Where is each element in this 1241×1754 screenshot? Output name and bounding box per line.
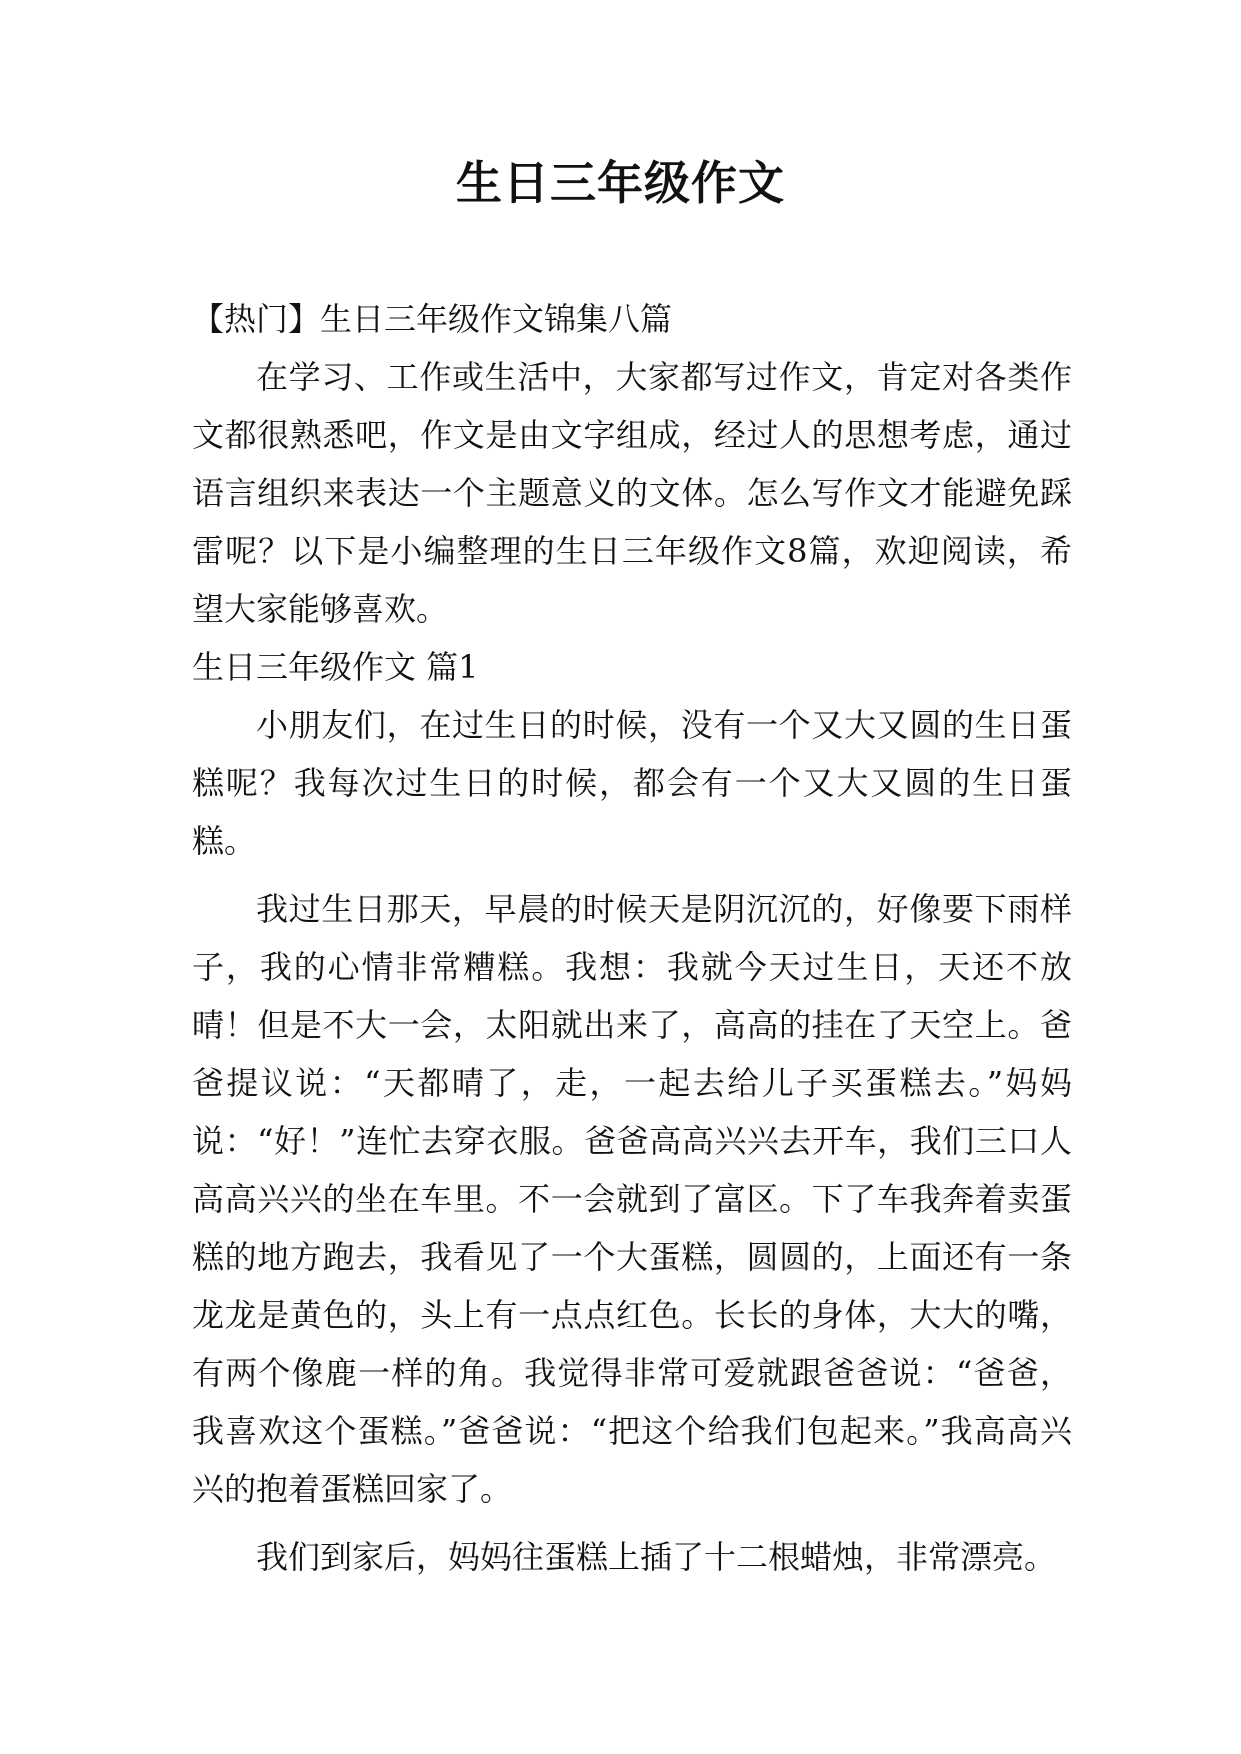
body-paragraph-1: 小朋友们，在过生日的时候，没有一个又大又圆的生日蛋糕呢？我每次过生日的时候，都会有一个又大又圆的生日蛋糕。 bbox=[192, 706, 1072, 860]
document-subtitle: 【热门】生日三年级作文锦集八篇 bbox=[192, 300, 673, 338]
body-paragraph-2: 我过生日那天，早晨的时候天是阴沉沉的，好像要下雨样子，我的心情非常糟糕。我想：我就今天过生日，天还不放晴！但是不大一会，太阳就出来了，高高的挂在了天空上。爸爸提议说：“天都晴了，走，一起去给儿子买蛋糕去。”妈妈说：“好！”连忙去穿衣服。爸爸高高兴兴去开车，我们三口人高高兴兴的坐在车里。不一会就到了富区。下了车我奔着卖蛋糕的地方跑去，我看见了一个大蛋糕，圆圆的，上面还有一条龙龙是黄色的，头上有一点点红色。长长的身体，大大的嘴，有两个像鹿一样的角。我觉得非常可爱就跟爸爸说：“爸爸，我喜欢这个蛋糕。”爸爸说：“把这个给我们包起来。”我高高兴兴的抱着蛋糕回家了。 bbox=[192, 890, 1072, 1508]
document-title: 生日三年级作文 bbox=[456, 156, 785, 210]
document-body bbox=[192, 290, 1072, 1586]
section-heading: 生日三年级作文 篇1 bbox=[192, 648, 479, 686]
body-paragraph-3: 我们到家后，妈妈往蛋糕上插了十二根蜡烛，非常漂亮。 bbox=[256, 1538, 1057, 1576]
intro-paragraph: 在学习、工作或生活中，大家都写过作文，肯定对各类作文都很熟悉吧，作文是由文字组成，经过人的思想考虑，通过语言组织来表达一个主题意义的文体。怎么写作文才能避免踩雷呢？以下是小编整理的生日三年级作文8篇，欢迎阅读，希望大家能够喜欢。 bbox=[192, 358, 1072, 628]
